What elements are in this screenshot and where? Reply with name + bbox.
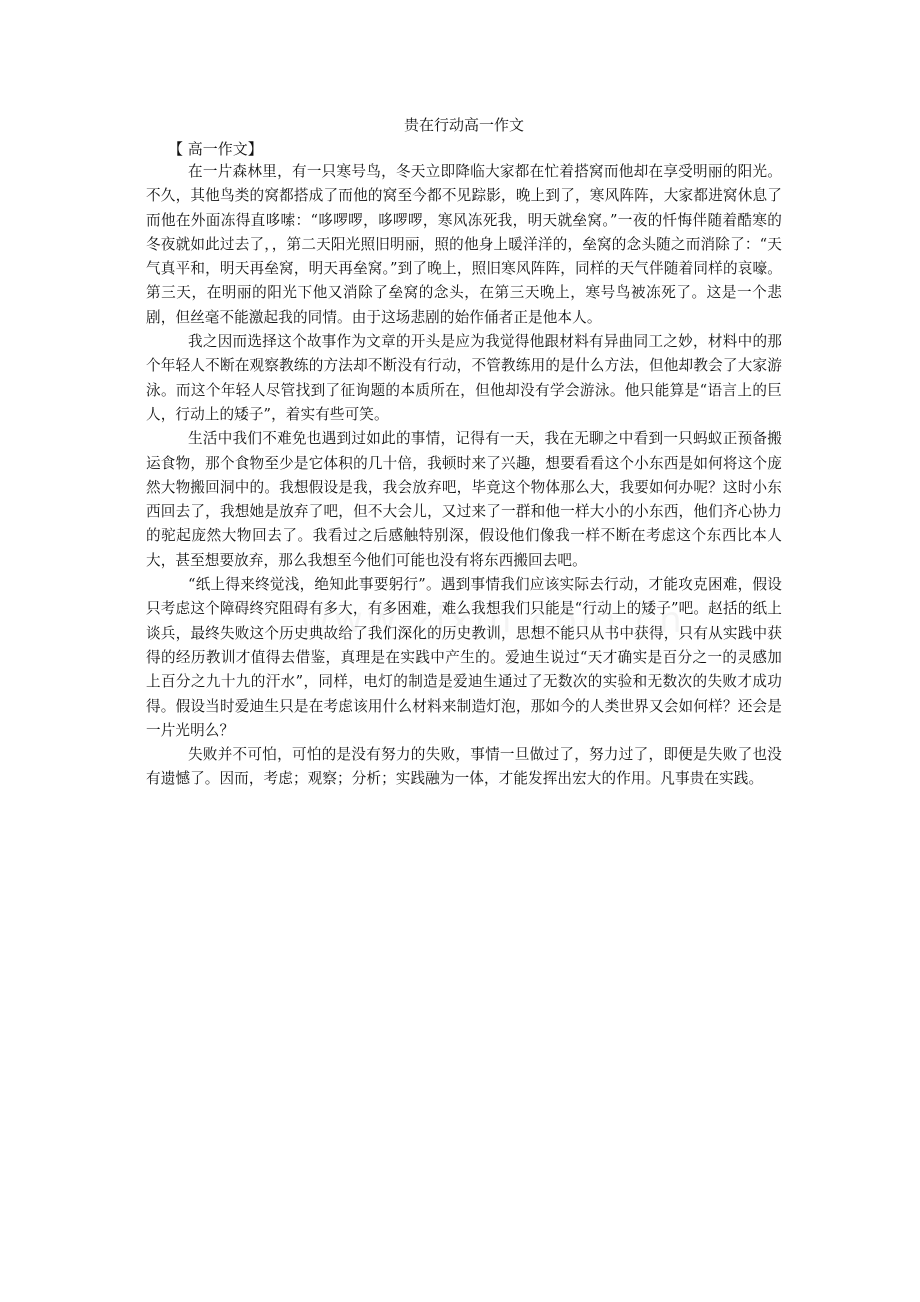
document-title: 贵在行动高一作文: [403, 116, 524, 134]
paragraph-3: 生活中我们不难免也遇到过如此的事情，记得有一天，我在无聊之中看到一只蚂蚁正预备搬运食物，那个食物至少是它体积的几十倍，我顿时来了兴趣，想要看看这个小东西是如何将这个庞然大物搬回洞中的。我想假设是我，我会放弃吧，毕竟这个物体那么大，我要如何办呢？这时小东西回去了，我想她是放弃了吧，但不大会儿，又过来了一群和他一样大小的小东西，他们齐心协力的驼起庞然大物回去了。我看过之后感触特别深，假设他们像我一样不断在考虑这个东西比本人大，甚至想要放弃，那么我想至今他们可能也没有将东西搬回去吧。: [146, 430, 782, 569]
document-body: [146, 114, 782, 792]
paragraph-4: “纸上得来终觉浅，绝知此事要躬行”。遇到事情我们应该实际去行动，才能攻克困难，假设只考虑这个障碍终究阻碍有多大，有多困难，难么我想我们只能是“行动上的矮子”吧。赵括的纸上谈兵，最终失败这个历史典故给了我们深化的历史教训，思想不能只从书中获得，只有从实践中获得的经历教训才值得去借鉴，真理是在实践中产生的。爱迪生说过“天才确实是百分之一的灵感加上百分之九十九的汗水”，同样，电灯的制造是爱迪生通过了无数次的实验和无数次的失败才成功得。假设当时爱迪生只是在考虑该用什么材料来制造灯泡，那如今的人类世界又会如何样？还会是一片光明么？: [146, 576, 782, 739]
paragraph-1: 在一片森林里，有一只寒号鸟，冬天立即降临大家都在忙着搭窝而他却在享受明丽的阳光。不久，其他鸟类的窝都搭成了而他的窝至今都不见踪影，晚上到了，寒风阵阵，大家都进窝休息了而他在外面冻得直哆嗦：“哆啰啰，哆啰啰，寒风冻死我，明天就垒窝。”一夜的忏悔伴随着酷寒的冬夜就如此过去了，，第二天阳光照旧明丽，照的他身上暖洋洋的，垒窝的念头随之而消除了：“天气真平和，明天再垒窝，明天再垒窝。”到了晚上，照旧寒风阵阵，同样的天气伴随着同样的哀嚎。第三天，在明丽的阳光下他又消除了垒窝的念头，在第三天晚上，寒号鸟被冻死了。这是一个悲剧，但丝毫不能激起我的同情。由于这场悲剧的始作俑者正是他本人。: [146, 163, 782, 326]
paragraph-5: 失败并不可怕，可怕的是没有努力的失败，事情一旦做过了，努力过了，即便是失败了也没有遗憾了。因而，考虑；观察；分析；实践融为一体，才能发挥出宏大的作用。凡事贵在实践。: [146, 746, 782, 788]
paragraph-2: 我之因而选择这个故事作为文章的开头是应为我觉得他跟材料有异曲同工之妙，材料中的那个年轻人不断在观察教练的方法却不断没有行动，不管教练用的是什么方法，但他却教会了大家游泳。而这个年轻人尽管找到了征询题的本质所在，但他却没有学会游泳。他只能算是“语言上的巨人，行动上的矮子”，着实有些可笑。: [146, 333, 782, 423]
category-tag: 【 高一作文】: [168, 140, 263, 158]
